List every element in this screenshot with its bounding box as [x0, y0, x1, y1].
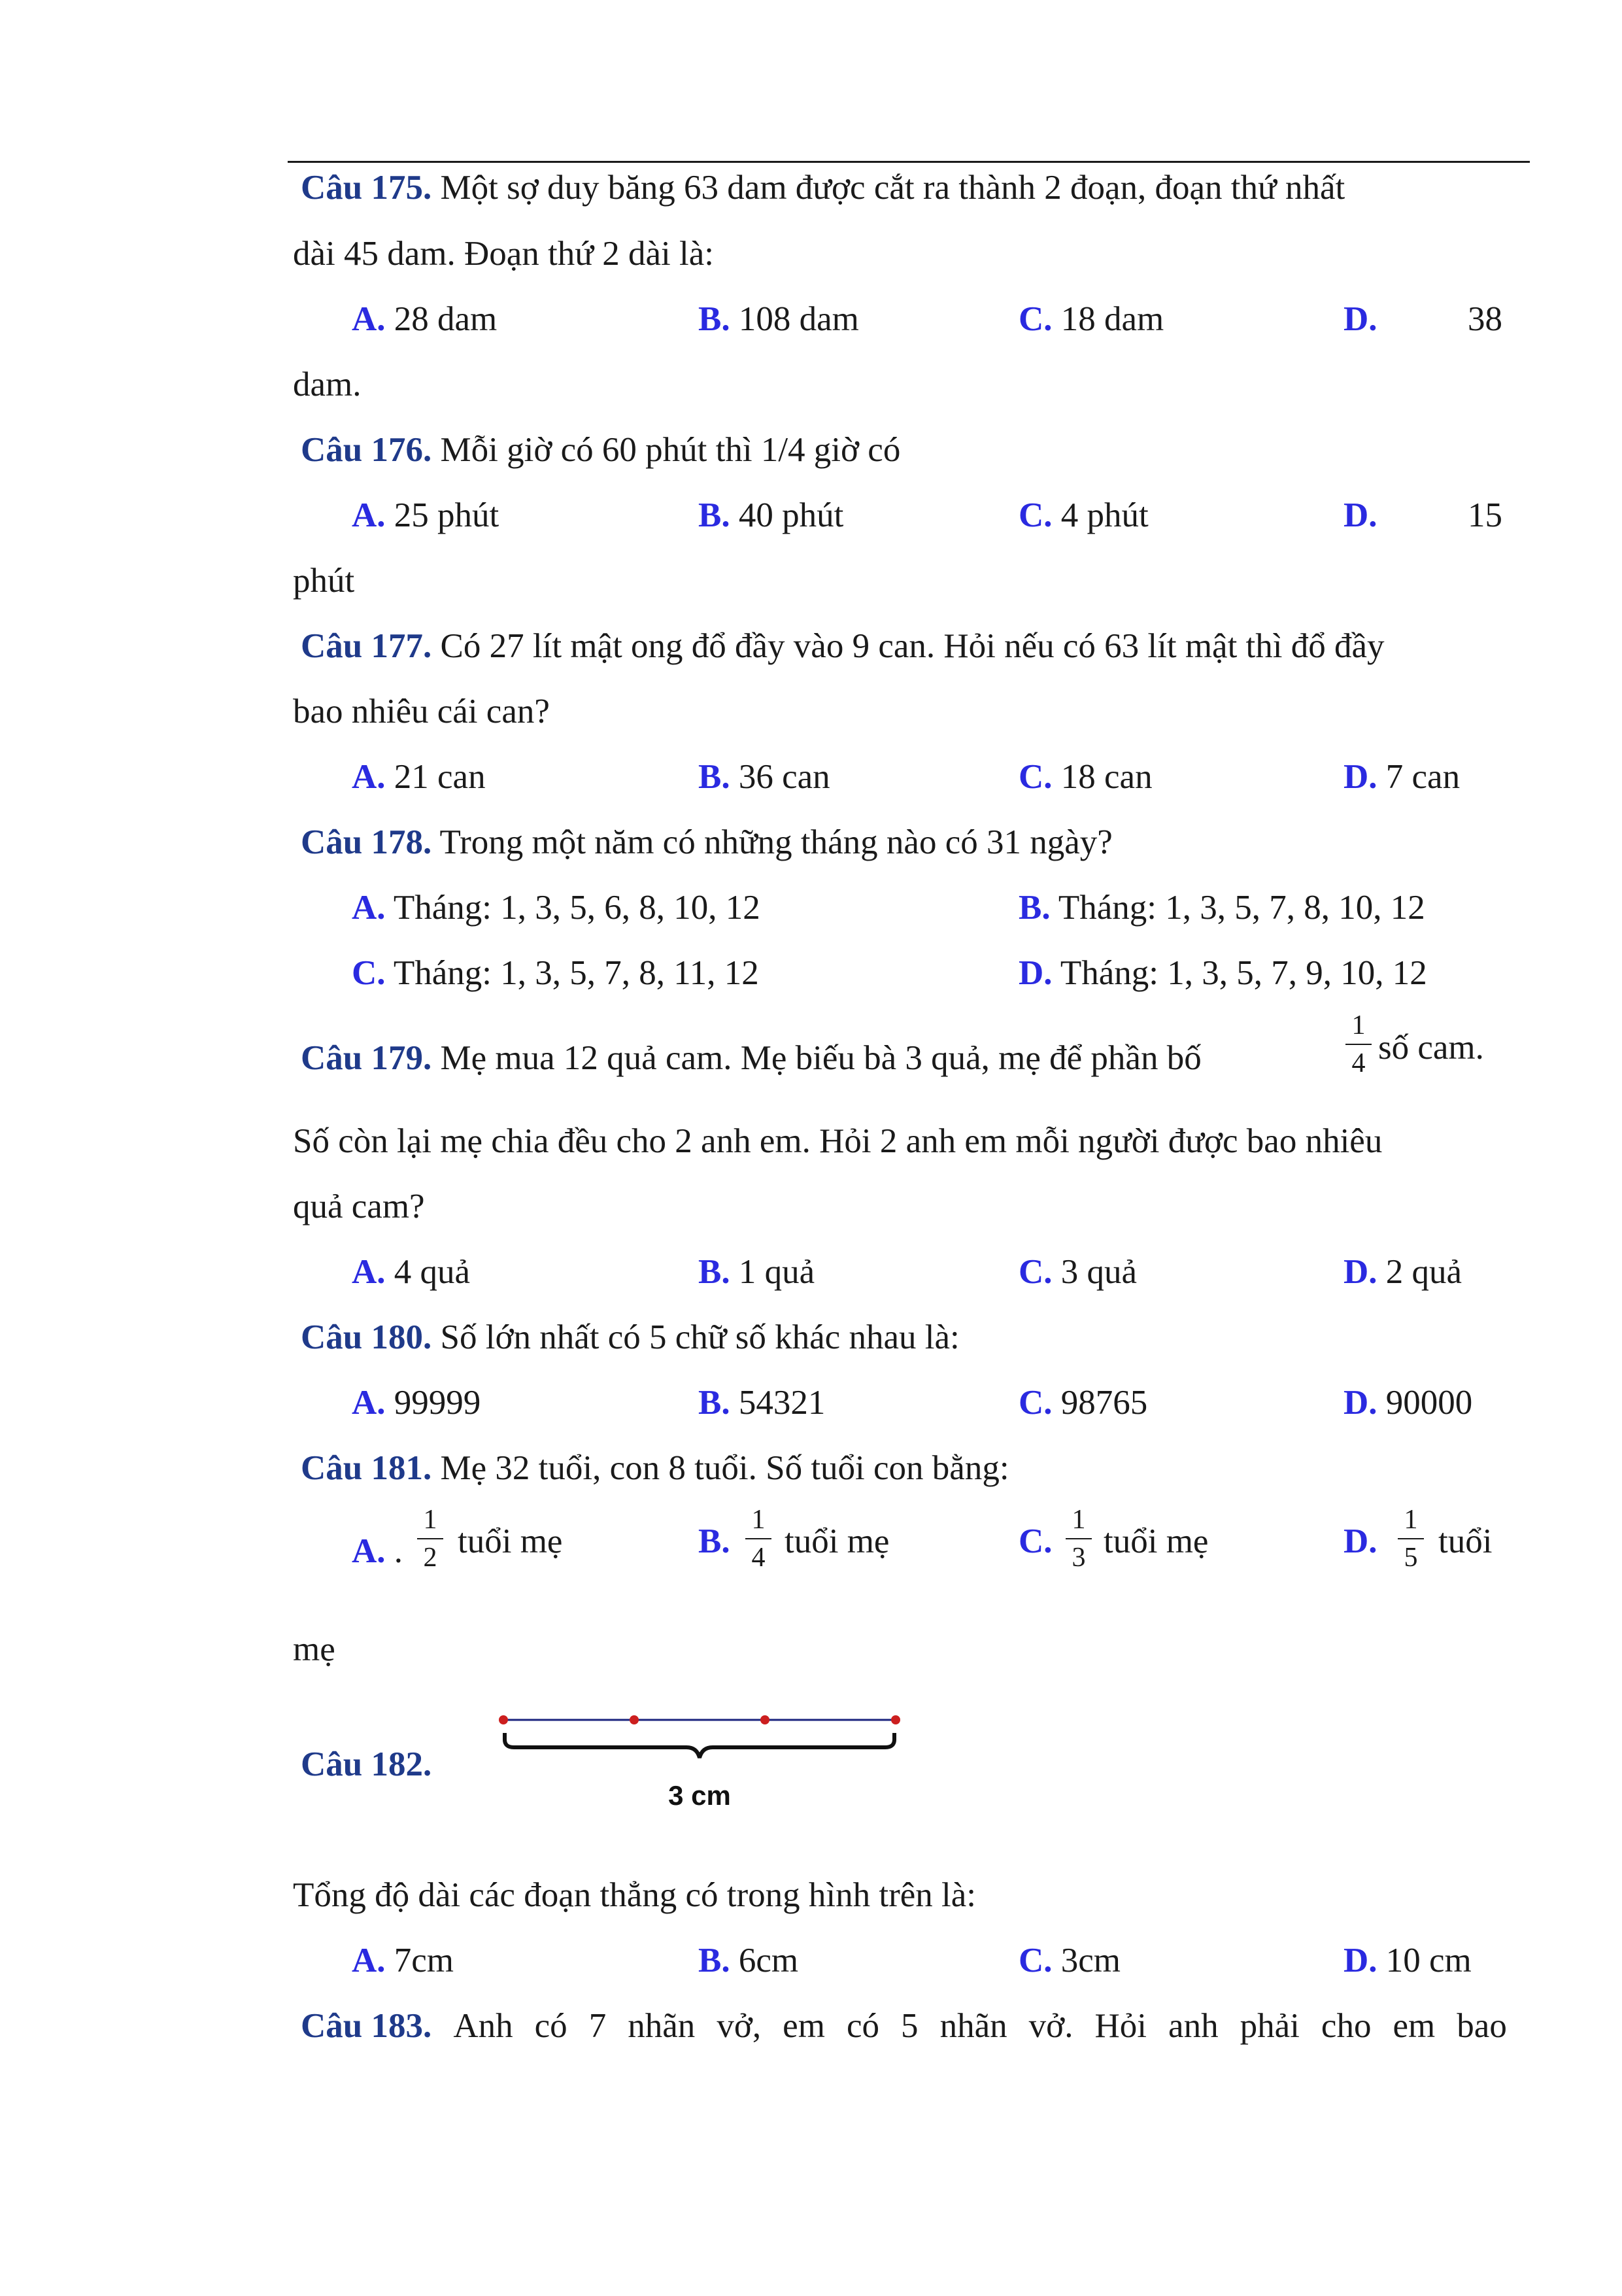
question-label: Câu 177.	[301, 627, 432, 665]
option-text: 3cm	[1052, 1942, 1121, 1979]
question-label: Câu 175.	[301, 169, 432, 207]
word: có	[846, 2007, 879, 2045]
numerator: 1	[423, 1505, 437, 1535]
option-b-text: tuổi mẹ	[785, 1522, 890, 1560]
question-text: Có 27 lít mật ong đổ đầy vào 9 can. Hỏi nếu có 63 lít mật thì đổ đầy	[431, 627, 1385, 665]
brace	[505, 1733, 894, 1758]
option-letter: C.	[1019, 1942, 1053, 1979]
word: anh	[1168, 2007, 1219, 2045]
option-letter: D.	[1343, 1942, 1377, 1979]
denominator: 2	[423, 1543, 437, 1573]
option-letter: D.	[1019, 954, 1053, 992]
option-letter: C.	[352, 954, 386, 992]
option-a	[352, 756, 486, 798]
option-text: 4 phút	[1052, 496, 1149, 534]
option-b	[698, 298, 859, 340]
option-text: Tháng: 1, 3, 5, 7, 8, 10, 12	[1050, 889, 1425, 927]
option-letter: B.	[698, 300, 730, 338]
question-176	[301, 429, 900, 471]
point	[499, 1715, 508, 1724]
option-letter: C.	[1019, 758, 1053, 796]
option-d-wrap: mẹ	[293, 1630, 335, 1668]
option-text: Tháng: 1, 3, 5, 6, 8, 10, 12	[385, 889, 760, 927]
option-b	[698, 756, 830, 798]
fraction-one-quarter	[739, 1504, 778, 1573]
option-b	[1019, 887, 1425, 929]
option-c	[1019, 1382, 1147, 1424]
question-183	[301, 2005, 1507, 2047]
option-c	[1019, 1940, 1121, 1981]
question-text: Mẹ mua 12 quả cam. Mẹ biếu bà 3 quả, mẹ để phần bố	[431, 1039, 1202, 1077]
question-text: Trong một năm có những tháng nào có 31 ngày?	[431, 823, 1113, 861]
option-a	[352, 298, 497, 340]
option-text: 36 can	[730, 758, 830, 796]
question-text: Mỗi giờ có 60 phút thì 1/4 giờ có	[431, 431, 901, 469]
option-letter: B.	[698, 1942, 730, 1979]
option-letter: A.	[352, 1942, 386, 1979]
fraction-one-half	[411, 1504, 450, 1573]
numerator: 1	[1351, 1010, 1366, 1040]
word: nhãn	[628, 2007, 696, 2045]
question-text: Một sợ duy băng 63 dam được cắt ra thành 2 đoạn, đoạn thứ nhất	[431, 169, 1345, 207]
question-text: Mẹ 32 tuổi, con 8 tuổi. Số tuổi con bằng:	[431, 1449, 1009, 1487]
word: vở.	[1028, 2007, 1073, 2045]
option-text: 54321	[730, 1384, 826, 1422]
option-letter: C.	[1019, 1384, 1053, 1422]
option-text: 98765	[1052, 1384, 1148, 1422]
option-b	[698, 1382, 825, 1424]
denominator: 5	[1404, 1543, 1418, 1573]
option-letter: A.	[352, 889, 386, 927]
option-d-value: 15	[1468, 496, 1502, 534]
fraction-one-quarter	[1339, 1010, 1378, 1079]
question-177-line2: bao nhiêu cái can?	[293, 693, 550, 730]
option-text: 7cm	[385, 1942, 454, 1979]
word: Anh	[453, 2007, 513, 2045]
option-text: Tháng: 1, 3, 5, 7, 8, 11, 12	[385, 954, 759, 992]
option-text: 7 can	[1377, 758, 1461, 796]
option-letter: B.	[698, 1522, 730, 1560]
option-text: 4 quả	[385, 1253, 471, 1291]
option-c-text: tuổi mẹ	[1104, 1522, 1209, 1560]
option-letter: B.	[698, 758, 730, 796]
fraction-one-third	[1059, 1504, 1098, 1573]
word: 7	[588, 2007, 607, 2045]
question-182-line2: Tổng độ dài các đoạn thẳng có trong hình trên là:	[293, 1876, 976, 1914]
option-text: Tháng: 1, 3, 5, 7, 9, 10, 12	[1052, 954, 1427, 992]
question-179-line2: Số còn lại mẹ chia đều cho 2 anh em. Hỏi 2 anh em mỗi người được bao nhiêu	[293, 1122, 1383, 1160]
question-label: Câu 183.	[301, 2007, 432, 2045]
word: em	[783, 2007, 825, 2045]
option-d	[1343, 1251, 1462, 1293]
option-b	[698, 1251, 815, 1293]
option-c	[1019, 1251, 1137, 1293]
option-letter: B.	[1019, 889, 1051, 927]
word: Hỏi	[1094, 2007, 1147, 2045]
option-d	[1019, 952, 1427, 994]
word: em	[1393, 2007, 1436, 2045]
option-b	[698, 1940, 798, 1981]
word: bao	[1457, 2007, 1507, 2045]
question-175	[301, 167, 1345, 209]
question-label: Câu 181.	[301, 1449, 432, 1487]
option-a	[352, 887, 760, 929]
option-text: 99999	[385, 1384, 481, 1422]
option-letter: A.	[352, 1384, 386, 1422]
option-letter: A.	[352, 758, 386, 796]
option-letter: D.	[1343, 758, 1377, 796]
fraction-one-fifth	[1391, 1504, 1430, 1573]
option-letter: C.	[1019, 496, 1053, 534]
word: có	[534, 2007, 567, 2045]
option-letter: C.	[1019, 1522, 1053, 1560]
option-text: 6cm	[730, 1942, 799, 1979]
word: vở,	[717, 2007, 762, 2045]
option-letter: A.	[352, 1532, 386, 1570]
question-182	[301, 1743, 431, 1785]
header-rule	[288, 161, 1530, 163]
option-b	[698, 1520, 730, 1562]
option-text: 3 quả	[1052, 1253, 1138, 1291]
option-letter: B.	[698, 496, 730, 534]
question-180	[301, 1316, 960, 1358]
option-d	[1343, 756, 1460, 798]
option-d	[1343, 298, 1377, 340]
question-label: Câu 178.	[301, 823, 432, 861]
question-179	[301, 1037, 1202, 1079]
option-d-wrap: dam.	[293, 366, 362, 403]
segment-figure	[497, 1707, 915, 1825]
question-177	[301, 625, 1385, 667]
question-text: Số lớn nhất có 5 chữ số khác nhau là:	[431, 1318, 960, 1356]
option-text: 108 dam	[730, 300, 859, 338]
word: cho	[1321, 2007, 1372, 2045]
denominator: 4	[1351, 1048, 1366, 1078]
option-text: 18 can	[1052, 758, 1153, 796]
option-d	[1343, 1940, 1472, 1981]
option-text: 90000	[1377, 1384, 1473, 1422]
option-letter: B.	[698, 1253, 730, 1291]
option-a-text: tuổi mẹ	[458, 1522, 563, 1560]
option-letter: A.	[352, 300, 386, 338]
point	[630, 1715, 639, 1724]
question-label: Câu 176.	[301, 431, 432, 469]
question-178	[301, 821, 1113, 863]
option-text: 2 quả	[1377, 1253, 1462, 1291]
option-d-value: 38	[1468, 300, 1502, 338]
option-letter: B.	[698, 1384, 730, 1422]
option-c	[1019, 756, 1153, 798]
question-179-line3: quả cam?	[293, 1188, 425, 1225]
option-a	[352, 494, 499, 536]
question-181	[301, 1447, 1009, 1489]
option-a	[352, 1251, 470, 1293]
question-label: Câu 182.	[301, 1745, 432, 1783]
option-letter: D.	[1343, 1384, 1377, 1422]
option-letter: C.	[1019, 300, 1053, 338]
word: nhãn	[939, 2007, 1007, 2045]
numerator: 1	[751, 1505, 766, 1535]
option-letter: D.	[1343, 1253, 1377, 1291]
point	[891, 1715, 900, 1724]
question-label: Câu 180.	[301, 1318, 432, 1356]
option-letter: A.	[352, 1253, 386, 1291]
point	[760, 1715, 769, 1724]
question-175-line2: dài 45 dam. Đoạn thứ 2 dài là:	[293, 235, 714, 273]
option-c	[352, 952, 759, 994]
numerator: 1	[1404, 1505, 1418, 1535]
option-text: 10 cm	[1377, 1942, 1472, 1979]
option-letter: D.	[1343, 300, 1377, 338]
option-letter: D.	[1343, 1522, 1377, 1560]
option-d-text: tuổi	[1438, 1522, 1493, 1560]
option-d	[1343, 1382, 1472, 1424]
question-label: Câu 179.	[301, 1039, 432, 1077]
option-text: 28 dam	[385, 300, 498, 338]
option-a	[352, 1940, 454, 1981]
option-dot: .	[385, 1532, 403, 1570]
option-text: 21 can	[385, 758, 486, 796]
option-text: 40 phút	[730, 496, 844, 534]
option-c	[1019, 298, 1164, 340]
option-letter: C.	[1019, 1253, 1053, 1291]
option-text: 18 dam	[1052, 300, 1164, 338]
word: phải	[1240, 2007, 1300, 2045]
option-text: 25 phút	[385, 496, 499, 534]
option-a	[352, 1382, 481, 1424]
option-text: 1 quả	[730, 1253, 815, 1291]
numerator: 1	[1072, 1505, 1086, 1535]
option-c	[1019, 494, 1149, 536]
option-c	[1019, 1520, 1053, 1562]
option-d-wrap: phút	[293, 562, 355, 600]
word: 5	[901, 2007, 919, 2045]
question-179-tail: số cam.	[1378, 1029, 1484, 1067]
option-letter: A.	[352, 496, 386, 534]
option-d	[1343, 494, 1377, 536]
figure-label: 3 cm	[668, 1780, 731, 1811]
option-d	[1343, 1520, 1377, 1562]
option-a	[352, 1530, 403, 1572]
denominator: 3	[1072, 1543, 1086, 1573]
option-letter: D.	[1343, 496, 1377, 534]
denominator: 4	[751, 1543, 766, 1573]
option-b	[698, 494, 843, 536]
